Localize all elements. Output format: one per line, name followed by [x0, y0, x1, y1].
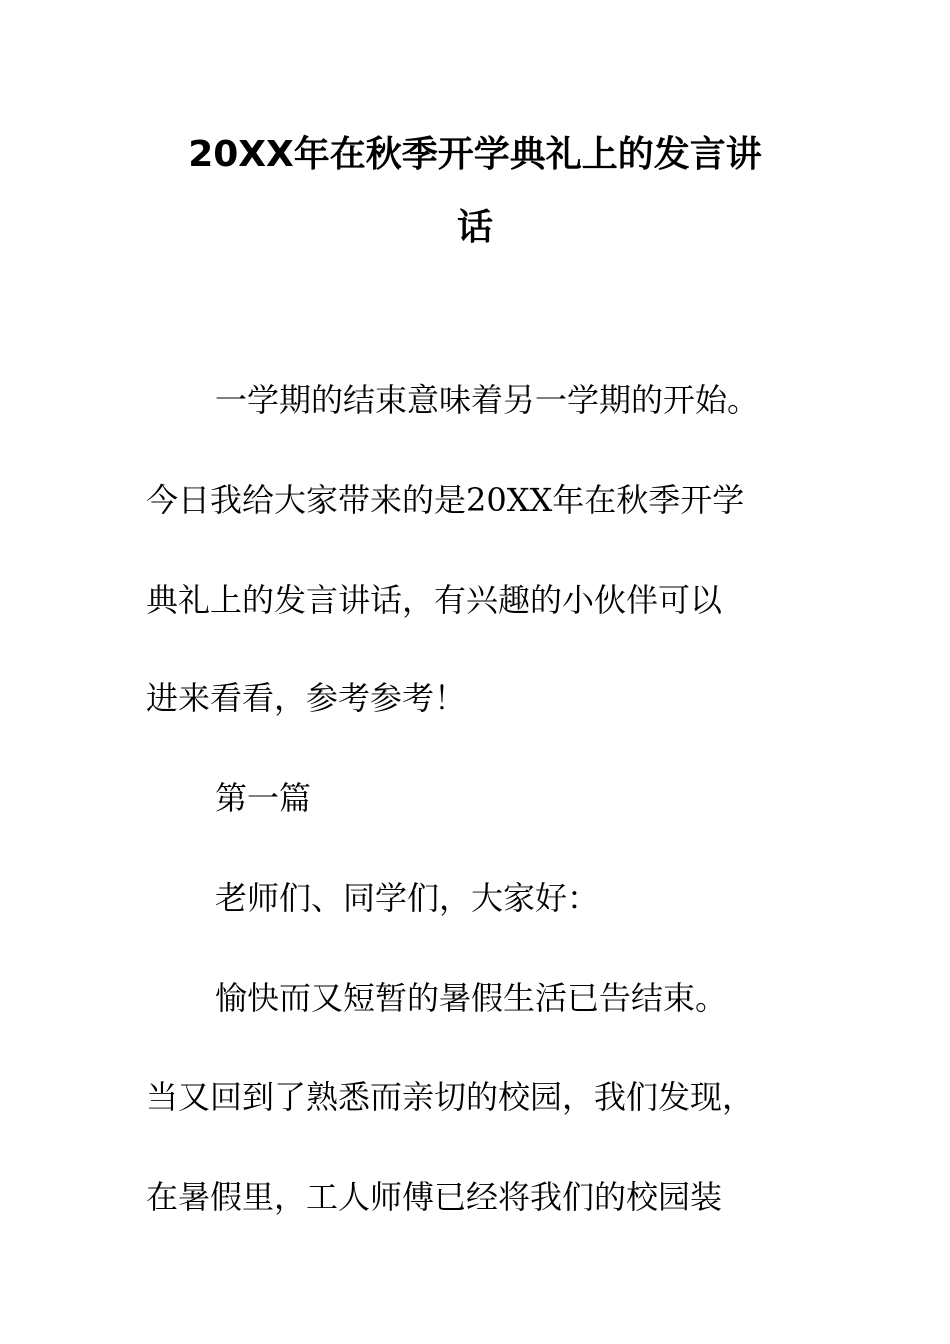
- section-heading: 第一篇: [215, 779, 312, 817]
- paragraph-intro-line-1: 一学期的结束意味着另一学期的开始。: [215, 381, 760, 419]
- greeting-line: 老师们、同学们，大家好：: [215, 879, 600, 917]
- paragraph-body-line-1: 愉快而又短暂的暑假生活已告结束。: [215, 979, 728, 1017]
- paragraph-body-line-2: 当又回到了熟悉而亲切的校园，我们发现，: [146, 1078, 755, 1116]
- document-title-line-2: 话: [456, 207, 493, 248]
- paragraph-intro-line-2: 今日我给大家带来的是20XX年在秋季开学: [146, 481, 745, 519]
- paragraph-body-line-3: 在暑假里，工人师傅已经将我们的校园装: [146, 1178, 723, 1216]
- document-title-line-1: 20XX年在秋季开学典礼上的发言讲: [188, 134, 762, 175]
- paragraph-intro-line-3: 典礼上的发言讲话，有兴趣的小伙伴可以: [146, 581, 723, 619]
- paragraph-intro-line-4: 进来看看，参考参考！: [146, 679, 467, 717]
